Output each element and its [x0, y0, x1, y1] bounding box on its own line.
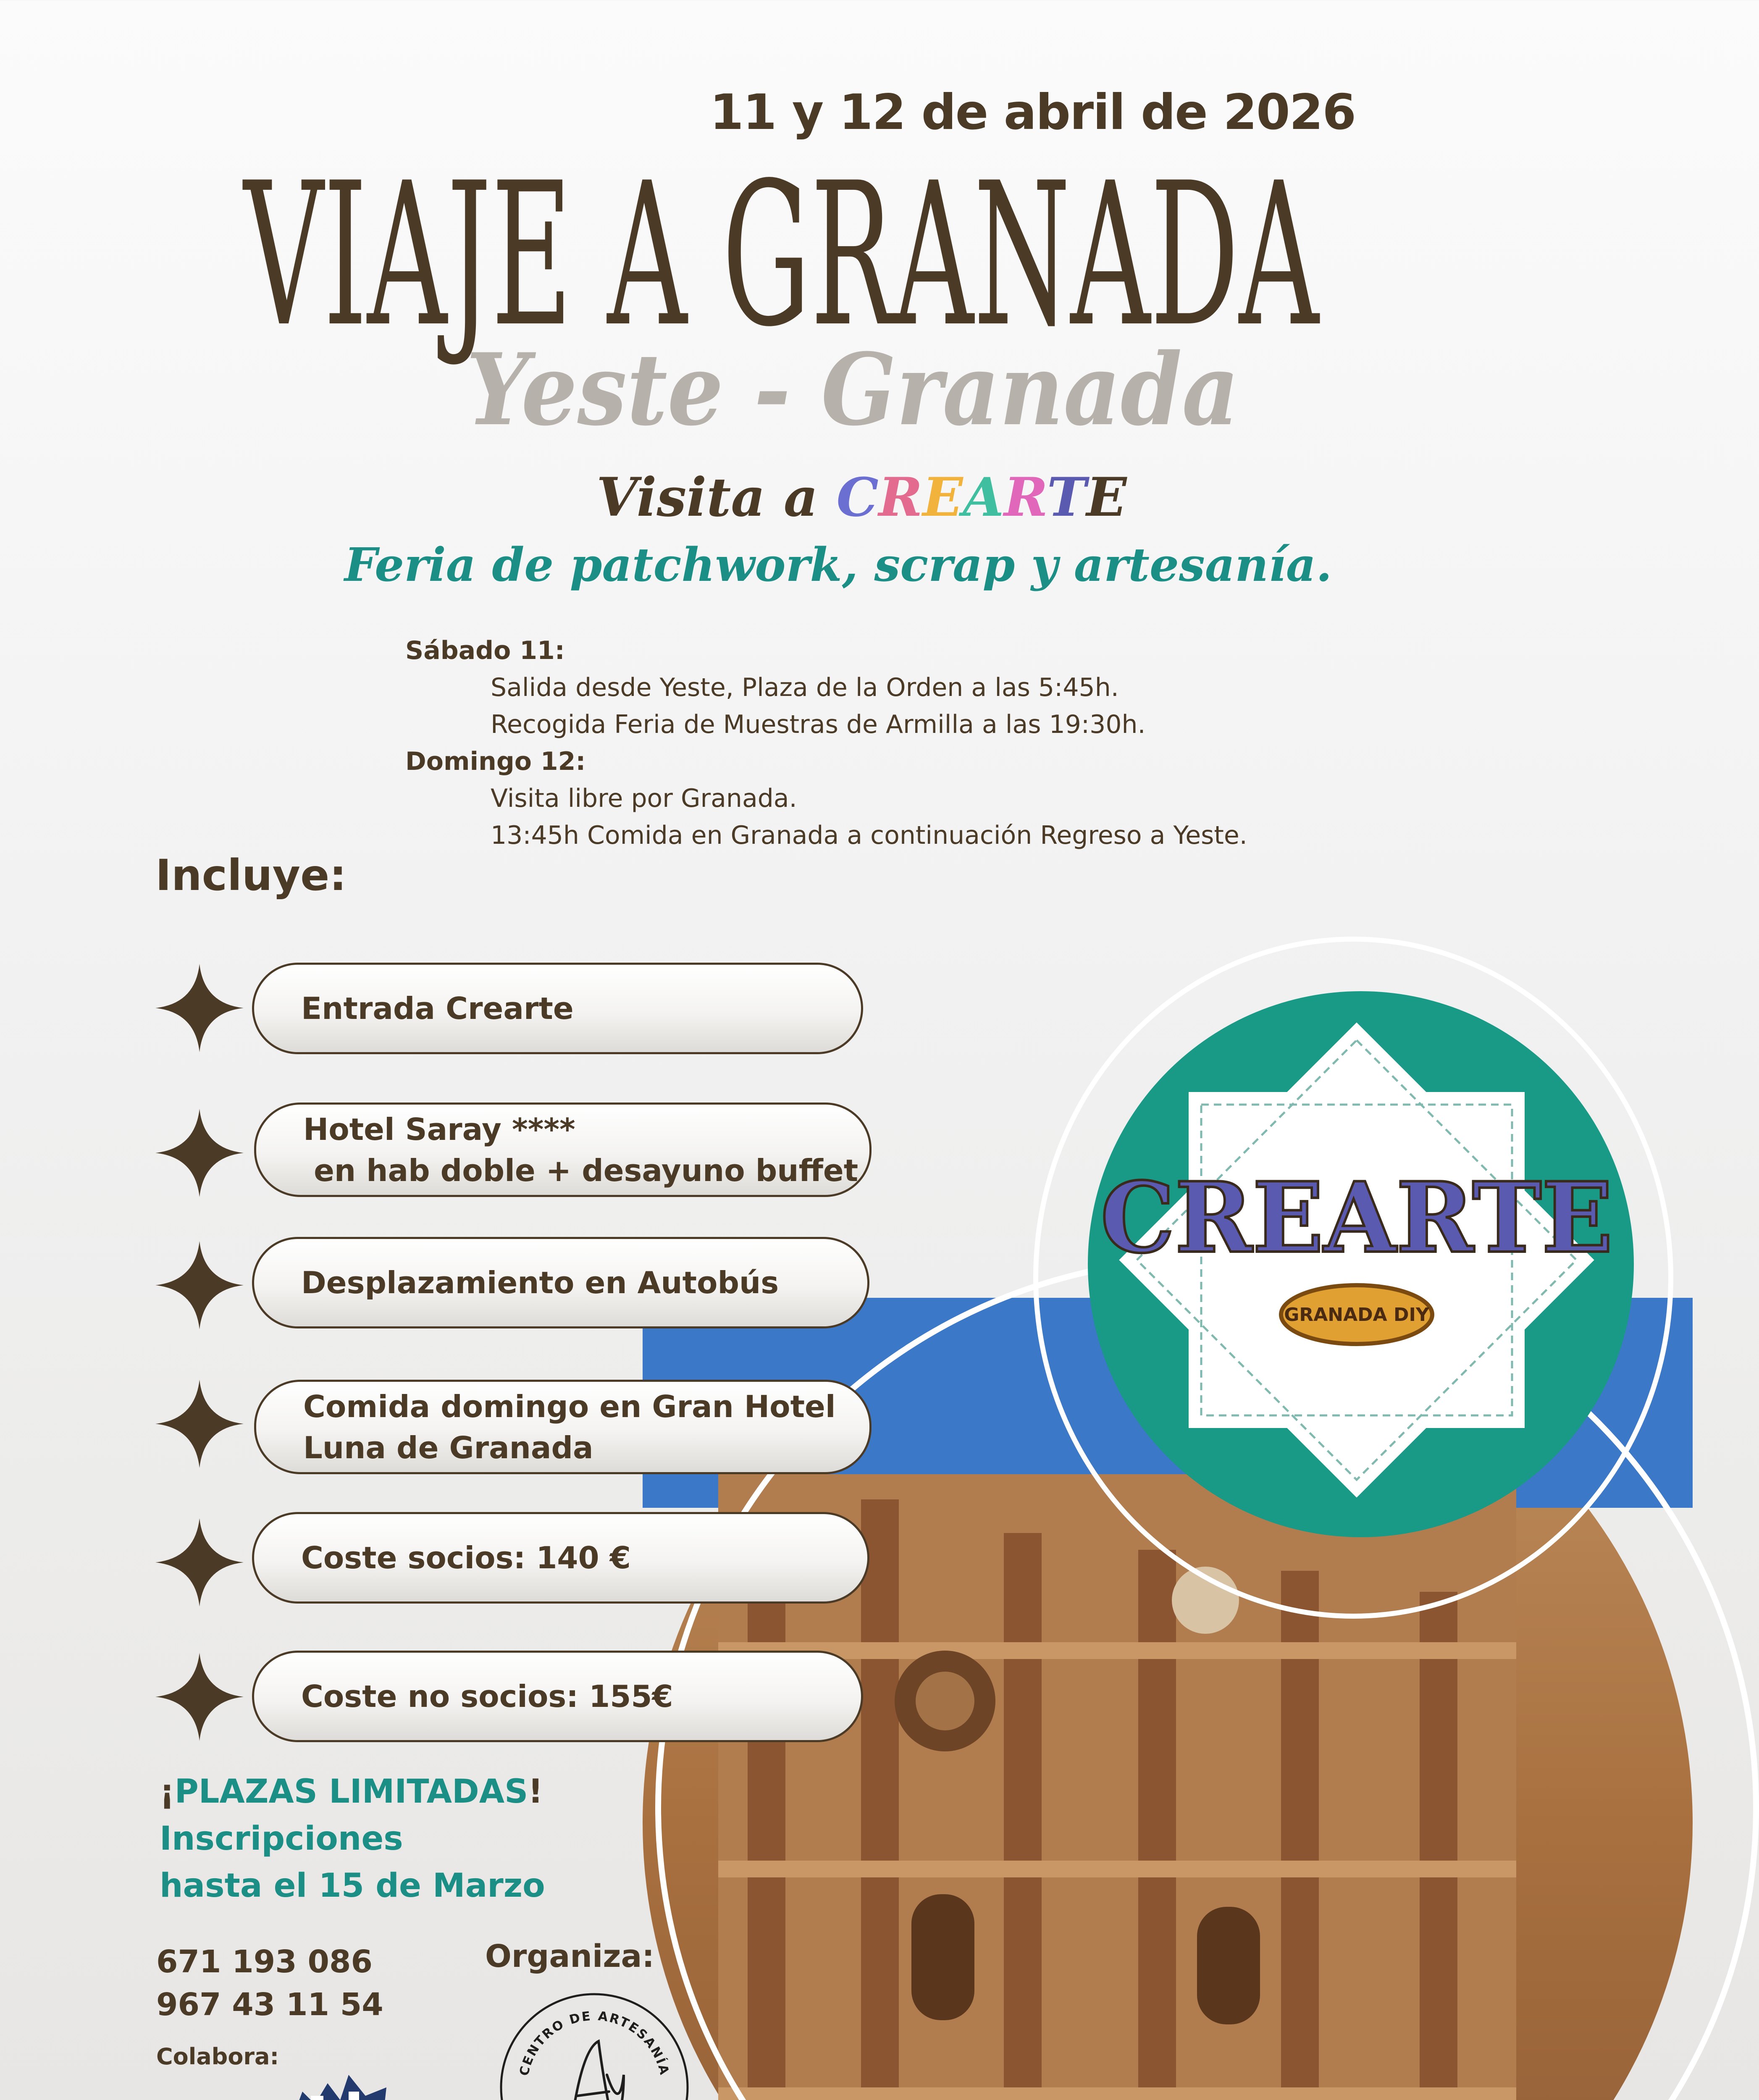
route-text: Yeste - Granada [466, 332, 1239, 448]
schedule-line: Recogida Feria de Muestras de Armilla a las 19:30h. [491, 710, 1146, 739]
feria-tagline: Feria de patchwork, scrap y artesanía. [344, 538, 1332, 592]
visita-prefix: Visita a [596, 466, 837, 528]
brand-letter: R [878, 466, 923, 528]
deadline-text: hasta el 15 de Marzo [160, 1867, 545, 1905]
include-item-text: Comida domingo en Gran Hotel [303, 1389, 836, 1424]
include-item-text: Coste no socios: 155€ [301, 1679, 673, 1714]
brand-letter: E [1086, 466, 1127, 528]
include-item-text: Hotel Saray **** [303, 1111, 575, 1147]
include-item-text: Entrada Crearte [301, 991, 574, 1026]
schedule-line: Visita libre por Granada. [491, 784, 797, 813]
crearte-logo-text: CREARTE [1100, 1161, 1613, 1275]
schedule-day: Domingo 12: [405, 747, 586, 776]
include-item-text: Desplazamiento en Autobús [301, 1265, 779, 1300]
plazas-notice [160, 1768, 545, 1909]
include-item [254, 1102, 872, 1197]
phone-number: 671 193 086 [156, 1944, 373, 1980]
schedule-line: 13:45h Comida en Granada a continuación Regreso a Yeste. [491, 821, 1247, 850]
page-title-text: VIAJE A GRANADA [242, 140, 1321, 370]
plazas-label: PLAZAS LIMITADAS [174, 1773, 528, 1811]
contact-phones [156, 1940, 383, 2026]
include-item [252, 1651, 863, 1742]
plazas-close: ! [528, 1773, 543, 1811]
include-item [252, 1237, 869, 1328]
crearte-logo [1088, 991, 1634, 1537]
schedule [405, 632, 1247, 854]
page-title [235, 139, 1327, 370]
sparkle-icon [155, 1653, 244, 1741]
includes-heading: Incluye: [155, 850, 347, 900]
include-item [252, 1512, 869, 1604]
artesanos-seal [498, 1991, 691, 2100]
phone-number: 967 43 11 54 [156, 1987, 383, 2023]
sparkle-icon [155, 1109, 244, 1197]
colabora-label: Colabora: [156, 2043, 279, 2070]
include-item-text: Coste socios: 140 € [301, 1540, 631, 1575]
turismo-yeste-logo [286, 2066, 391, 2100]
brand-letter: C [836, 466, 879, 528]
plazas-open: ¡ [160, 1773, 175, 1811]
include-item-text: en hab doble + desayuno buffet [303, 1152, 858, 1188]
sparkle-icon [155, 1518, 244, 1606]
schedule-line: Salida desde Yeste, Plaza de la Orden a las 5:45h. [491, 673, 1119, 702]
inscripciones-text: Inscripciones [160, 1820, 403, 1858]
brand-letter: T [1047, 466, 1087, 528]
include-item-text: Luna de Granada [303, 1430, 593, 1465]
visita-heading [596, 466, 1127, 528]
include-item [252, 963, 863, 1054]
brand-letter: R [1004, 466, 1047, 528]
seal-top-text: CENTRO DE ARTESANÍA [517, 2008, 672, 2077]
sparkle-icon [155, 1241, 244, 1329]
event-date: 11 y 12 de abril de 2026 [710, 84, 1356, 141]
brand-letter: E [922, 466, 963, 528]
route-subtitle [458, 332, 1247, 449]
schedule-day: Sábado 11: [405, 636, 565, 665]
sparkle-icon [155, 964, 244, 1052]
granada-diy-badge: GRANADA DIY [1284, 1304, 1429, 1326]
organiza-label: Organiza: [485, 1938, 654, 1974]
include-item [254, 1380, 872, 1474]
brand-letter: A [963, 466, 1004, 528]
sparkle-icon [155, 1380, 244, 1468]
